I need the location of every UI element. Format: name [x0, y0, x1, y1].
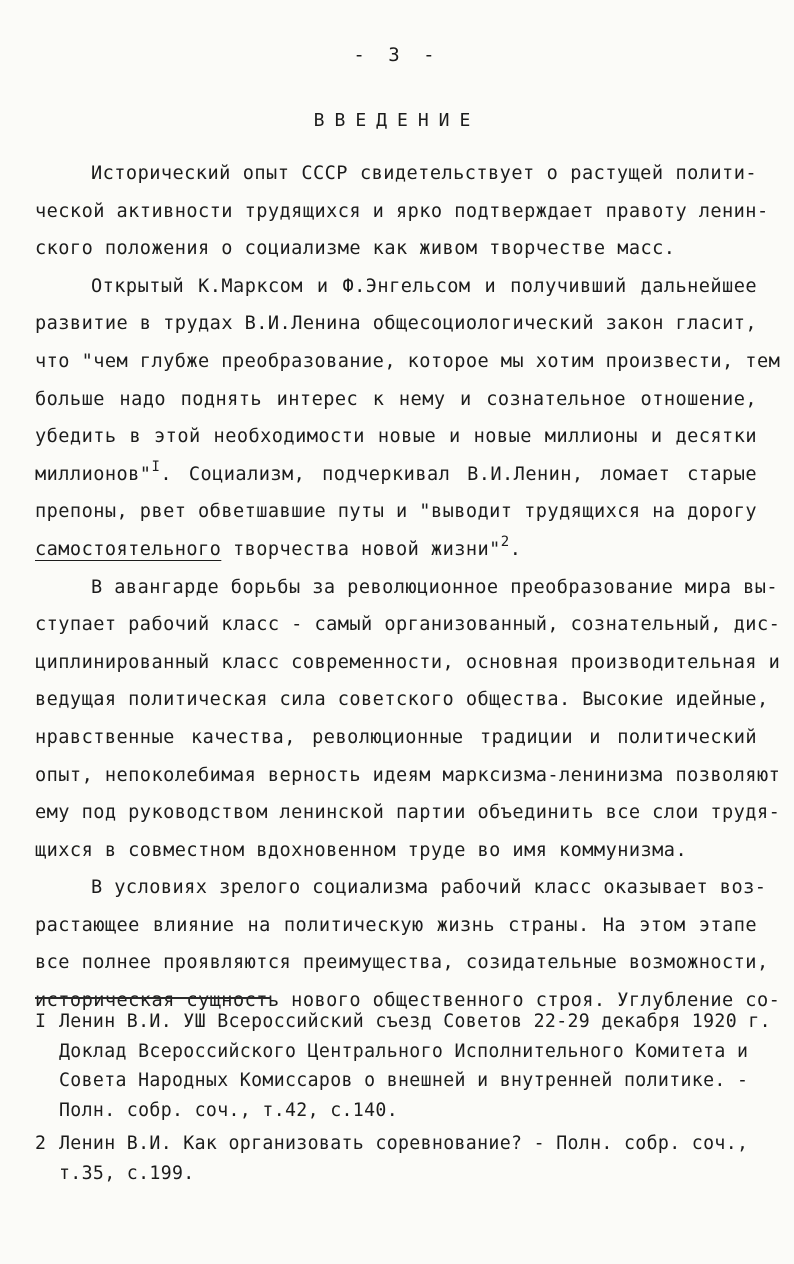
text-line: историческая сущность нового общественного строя. Углубление со- [35, 990, 781, 1012]
text-line: В условиях зрелого социализма рабочий класс оказывает воз- [91, 877, 767, 899]
underlined-word: самостоятельного [35, 538, 222, 560]
text-line: убедить в этой необходимости новые и новые миллионы и десятки [35, 426, 757, 448]
section-title: ВВЕДЕНИЕ [313, 110, 481, 131]
footnote-2 [35, 1129, 760, 1188]
text-line: ведущая политическая сила советского общества. Высокие идейные, [35, 689, 769, 711]
footnote-1 [35, 1007, 771, 1125]
text-fragment: миллионов" [35, 463, 152, 485]
text-fragment: творчества новой жизни" [232, 538, 501, 560]
paragraph-2 [35, 268, 781, 569]
footnote-line: Доклад Всероссийского Центрального Исполнительного Комитета и [59, 1040, 749, 1062]
text-fragment: Социализм, подчеркивал В.И.Ленин, ломает старые [188, 463, 757, 485]
body-text [35, 155, 781, 1020]
text-line: все полнее проявляются преимущества, созидательные возможности, [35, 952, 769, 974]
text-line: растающее влияние на политическую жизнь страны. На этом этапе [35, 914, 757, 936]
text-line: В авангарде борьбы за революционное преобразование мира вы- [91, 576, 779, 598]
footnote-number: I [35, 1011, 47, 1032]
text-line: циплинированный класс современности, основная производительная и [35, 651, 781, 673]
footnotes [35, 1007, 771, 1192]
footnote-ref-1: I [151, 458, 161, 475]
text-line: ступает рабочий класс - самый организованный, сознательный, дис- [35, 614, 781, 636]
footnote-line: т.35, с.199. [59, 1162, 195, 1184]
footnote-line: Полн. собр. соч., т.42, с.140. [59, 1099, 398, 1121]
footnote-separator [35, 997, 271, 999]
text-line: ему под руководством ленинской партии объединить все слои трудя- [35, 802, 781, 824]
text-line: больше надо поднять интерес к нему и сознательное отношение, [35, 388, 757, 410]
text-line: ского положения о социализме как живом творчестве масс. [35, 238, 676, 260]
footnote-number: 2 [35, 1133, 47, 1154]
text-line: миллионов"$^I$. Социализм, подчеркивал В.И.Ленин, ломает старые [35, 458, 757, 485]
footnote-line: Ленин В.И. Как организовать соревнование? - Полн. собр. соч., [59, 1133, 749, 1154]
text-line: Открытый К.Марксом и Ф.Энгельсом и получивший дальнейшее [91, 275, 757, 297]
paragraph-1 [35, 155, 769, 268]
text-line: щихся в совместном вдохновенном труде во имя коммунизма. [35, 839, 688, 861]
text-line: Исторический опыт СССР свидетельствует о растущей полити- [91, 163, 757, 184]
paragraph-3 [35, 569, 781, 870]
footnote-ref-2: 2 [500, 533, 510, 550]
text-line: препоны, рвет обветшавшие путы и "выводит трудящихся на дорогу [35, 501, 757, 523]
text-line: нравственные качества, революционные традиции и политический [35, 726, 757, 748]
text-line: ческой активности трудящихся и ярко подтверждает правоту ленин- [35, 200, 769, 222]
text-line: самостоятельного творчества новой жизни"$^2$. [35, 533, 522, 560]
text-line: опыт, непоколебимая верность идеям марксизма-ленинизма позволяют [35, 764, 781, 786]
text-line: что "чем глубже преобразование, которое мы хотим произвести, тем [35, 350, 781, 372]
footnote-line: Совета Народных Комиссаров о внешней и внутренней политике. - [59, 1070, 749, 1091]
footnote-line: Ленин В.И. УШ Всероссийский съезд Советов 22-29 декабря 1920 г. [59, 1011, 771, 1032]
text-line: развитие в трудах В.И.Ленина общесоциологический закон гласит, [35, 313, 757, 335]
page-number: - 3 - [353, 44, 441, 66]
